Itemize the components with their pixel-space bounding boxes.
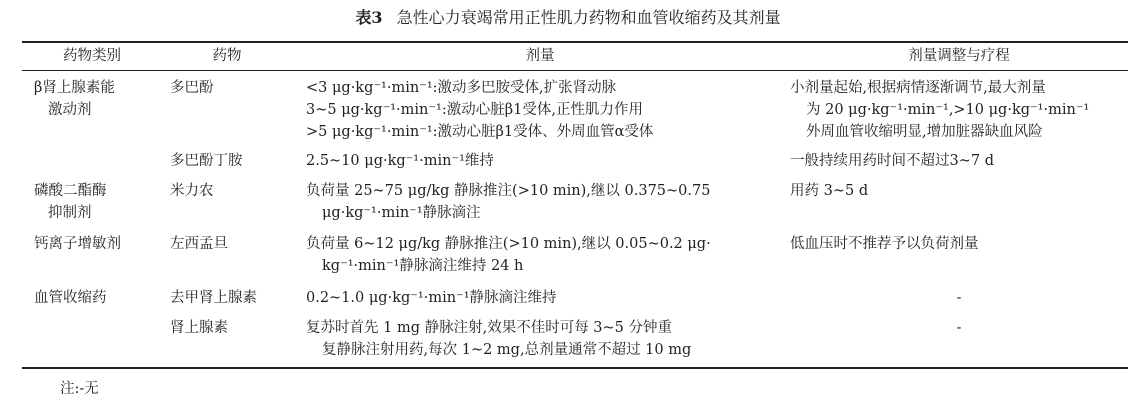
adjust-line: 一般持续用药时间不超过3~7 d bbox=[790, 153, 994, 169]
adjust-line: 为 20 μg·kg⁻¹·min⁻¹,>10 μg·kg⁻¹·min⁻¹ bbox=[806, 102, 1090, 118]
dose-line: 复苏时首先 1 mg 静脉注射,效果不佳时可每 3~5 分钟重 bbox=[306, 320, 673, 336]
drug-name: 肾上腺素 bbox=[170, 320, 228, 336]
dose-line: 负荷量 25~75 μg/kg 静脉推注(>10 min),继以 0.375~0.75 bbox=[306, 183, 711, 199]
drug-name: 去甲肾上腺素 bbox=[170, 290, 257, 306]
category-line: 钙离子增敏剂 bbox=[34, 236, 121, 252]
dose-line: μg·kg⁻¹·min⁻¹静脉滴注 bbox=[322, 205, 481, 221]
adjust-line: - bbox=[956, 320, 962, 336]
table-caption: 急性心力衰竭常用正性肌力药物和血管收缩药及其剂量 bbox=[396, 8, 781, 27]
adjust-line: 小剂量起始,根据病情逐渐调节,最大剂量 bbox=[790, 80, 1046, 96]
header-drug: 药物 bbox=[212, 48, 242, 64]
dose-line: 3~5 μg·kg⁻¹·min⁻¹:激动心脏β1受体,正性肌力作用 bbox=[306, 102, 643, 118]
drug-name: 多巴酚丁胺 bbox=[170, 153, 243, 169]
table-number: 表3 bbox=[355, 8, 383, 27]
drug-name: 左西孟旦 bbox=[170, 236, 228, 252]
category-line: 激动剂 bbox=[48, 102, 92, 118]
category-line: 抑制剂 bbox=[48, 205, 92, 221]
adjust-line: - bbox=[956, 290, 962, 306]
top-rule bbox=[22, 41, 1128, 43]
table-note: 注:-无 bbox=[60, 381, 99, 397]
header-rule bbox=[22, 70, 1128, 71]
bottom-rule bbox=[22, 367, 1128, 369]
header-category: 药物类别 bbox=[63, 48, 121, 64]
category-line: 磷酸二酯酶 bbox=[34, 183, 107, 199]
category-line: β肾上腺素能 bbox=[34, 80, 115, 96]
adjust-line: 低血压时不推荐予以负荷剂量 bbox=[790, 236, 979, 252]
dose-line: kg⁻¹·min⁻¹静脉滴注维持 24 h bbox=[322, 258, 524, 274]
dose-line: >5 μg·kg⁻¹·min⁻¹:激动心脏β1受体、外周血管α受体 bbox=[306, 124, 654, 140]
table-title bbox=[0, 6, 1136, 30]
dose-line: 复静脉注射用药,每次 1~2 mg,总剂量通常不超过 10 mg bbox=[322, 342, 692, 358]
header-adjust: 剂量调整与疗程 bbox=[908, 48, 1010, 64]
dose-line: <3 μg·kg⁻¹·min⁻¹:激动多巴胺受体,扩张肾动脉 bbox=[306, 80, 617, 96]
drug-name: 米力农 bbox=[170, 183, 214, 199]
drug-name: 多巴酚 bbox=[170, 80, 214, 96]
header-dose: 剂量 bbox=[525, 48, 555, 64]
dose-line: 0.2~1.0 μg·kg⁻¹·min⁻¹静脉滴注维持 bbox=[306, 290, 557, 306]
adjust-line: 用药 3~5 d bbox=[790, 183, 869, 199]
dose-line: 负荷量 6~12 μg/kg 静脉推注(>10 min),继以 0.05~0.2 μg· bbox=[306, 236, 711, 252]
category-line: 血管收缩药 bbox=[34, 290, 107, 306]
adjust-line: 外周血管收缩明显,增加脏器缺血风险 bbox=[806, 124, 1043, 140]
dose-line: 2.5~10 μg·kg⁻¹·min⁻¹维持 bbox=[306, 153, 494, 169]
